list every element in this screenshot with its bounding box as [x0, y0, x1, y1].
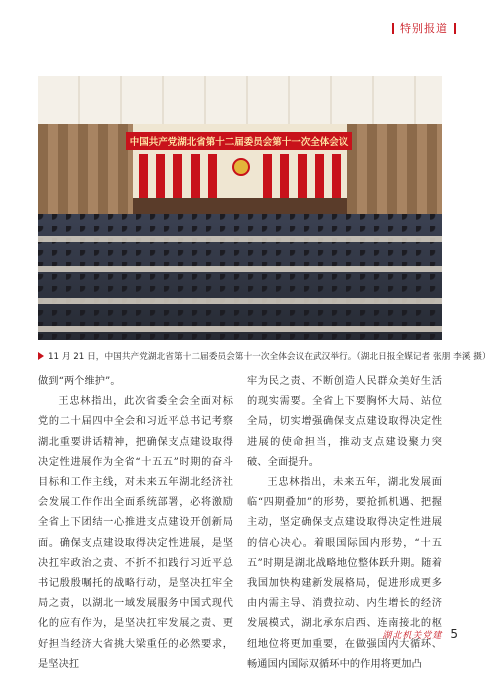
photo-caption [38, 350, 491, 362]
section-title: 特别报道 [400, 22, 448, 35]
article-paragraph: 做到“两个维护”。 [38, 376, 121, 387]
article-paragraph: 王忠林指出，此次省委全会全面对标党的二十届四中全会和习近平总书记考察湖北重要讲话精神，把确保支点建设取得决定性进展作为全省“十五五”时期的奋斗目标和工作主线，对未来五年湖北经济社会发展工作作出全面系统部署，必将激励全省上下团结一心推进支点建设开创新局面。确保支点建设取得决定性进展，是坚决扛牢政治之责、不折不扣践行习近平总书记殷殷嘱托的战略行动，是坚决扛牢全局之责，以湖北一域发展服务中国式现代化的应有作为，是坚决扛牢发展之责、更好担当经济大省挑大梁重任的必然要求，是坚决扛 [38, 396, 233, 670]
page-footer [382, 626, 458, 642]
party-emblem-icon [232, 158, 250, 176]
section-bar-right [454, 23, 456, 34]
article-paragraph: 王忠林指出，未来五年，湖北发展面临“四期叠加”的形势，要抢抓机遇、把握主动，坚定确保支点建设取得决定性进展的信心决心。着眼国际国内形势，“十五五”时期是湖北战略地位整体跃升期。随着我国加快构建新发展格局，促进形成更多由内需主导、消费拉动、内生增长的经济发展模式，湖北承东启西、连南接北的枢纽地位将更加重要，在做强国内大循环、畅通国内国际双循环中的作用将更加凸 [247, 477, 442, 670]
section-bar-left [392, 23, 394, 34]
photo-dais [133, 198, 347, 214]
caption-text: 11 月 21 日，中国共产党湖北省第十二届委员会第十一次全体会议在武汉举行。（湖北日报全媒记者 张朋 李溪 摄） [48, 352, 491, 362]
photo-banner: 中国共产党湖北省第十二届委员会第十一次全体会议 [126, 132, 352, 150]
caption-triangle-icon [38, 352, 44, 360]
photo-ceiling [38, 76, 442, 124]
meeting-photo [38, 76, 442, 340]
magazine-brand: 湖北机关党建 [382, 630, 443, 641]
article-paragraph: 牢为民之责、不断创造人民群众美好生活的现实需要。全省上下要胸怀大局、站位全局，切实增强确保支点建设取得决定性进展的使命担当，推动支点建设聚力突破、全面提升。 [247, 376, 442, 468]
photo-audience [38, 214, 442, 340]
article-column-left [38, 372, 233, 675]
section-tag [386, 20, 462, 36]
page-number: 5 [450, 627, 458, 641]
